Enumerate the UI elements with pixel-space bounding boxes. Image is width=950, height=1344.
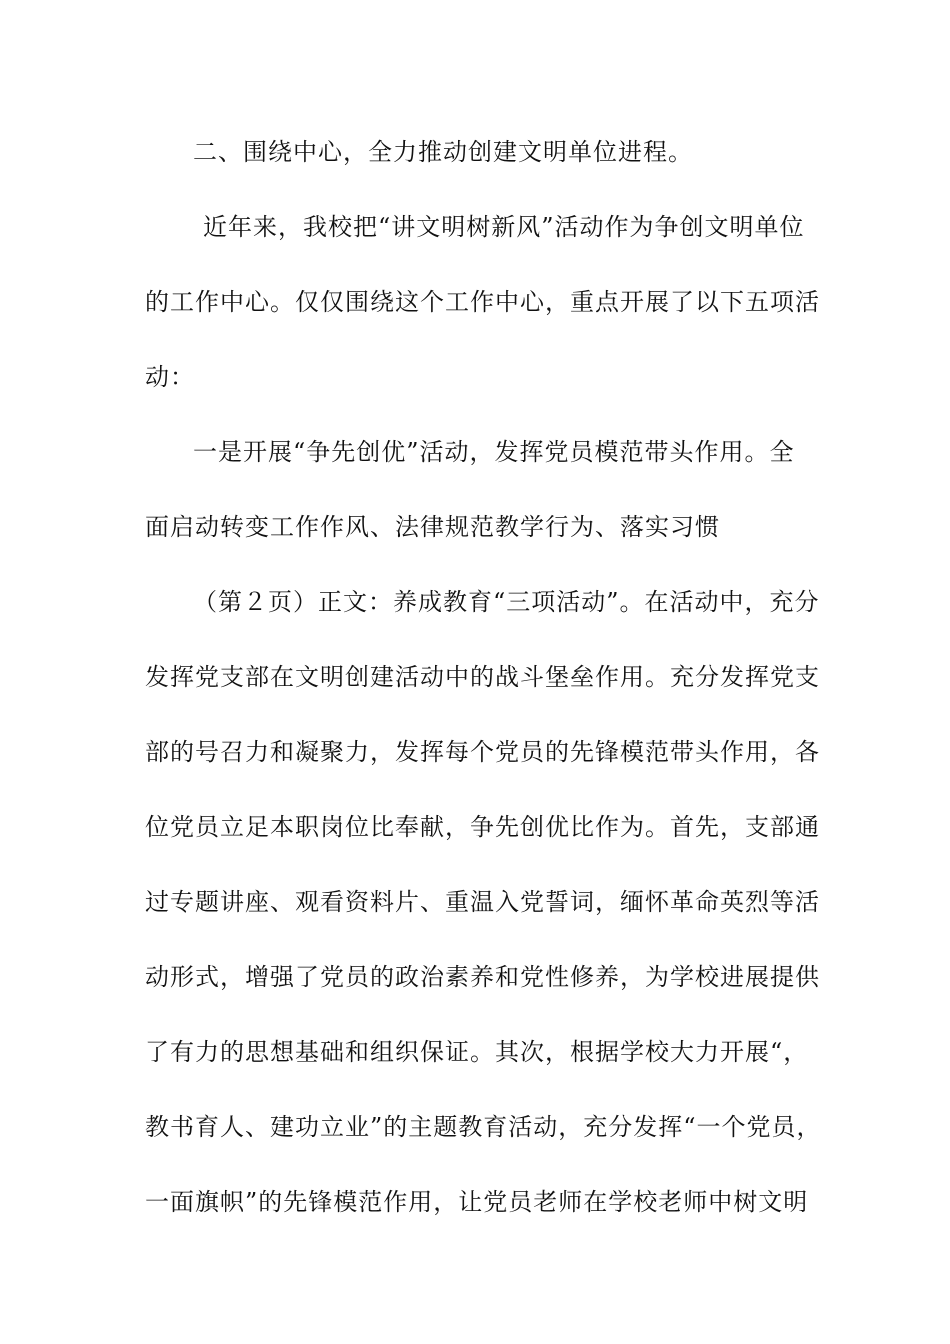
paragraph-line: 近年来，我校把“讲文明树新风”活动作为争创文明单位 bbox=[203, 213, 805, 241]
paragraph-line: 发挥党支部在文明创建活动中的战斗堡垒作用。充分发挥党支 bbox=[145, 663, 820, 691]
paragraph-line: 一面旗帜”的先锋模范作用，让党员老师在学校老师中树文明 bbox=[145, 1188, 809, 1216]
paragraph-line: 位党员立足本职岗位比奉献，争先创优比作为。首先，支部通 bbox=[145, 813, 820, 841]
paragraph-line: 面启动转变工作作风、法律规范教学行为、落实习惯 bbox=[145, 513, 720, 541]
paragraph-line: 教书育人、建功立业”的主题教育活动，充分发挥“一个党员， bbox=[145, 1113, 822, 1141]
section-heading: 二、围绕中心，全力推动创建文明单位进程。 bbox=[193, 138, 693, 166]
paragraph-line: 一是开展“争先创优”活动，发挥党员模范带头作用。全 bbox=[193, 438, 795, 466]
paragraph-line: 部的号召力和凝聚力，发挥每个党员的先锋模范带头作用，各 bbox=[145, 738, 820, 766]
paragraph-line: 的工作中心。仅仅围绕这个工作中心，重点开展了以下五项活 bbox=[145, 288, 820, 316]
paragraph-line: 动形式，增强了党员的政治素养和党性修养，为学校进展提供 bbox=[145, 963, 820, 991]
paragraph-line: 动： bbox=[145, 363, 195, 391]
paragraph-line: 过专题讲座、观看资料片、重温入党誓词，缅怀革命英烈等活 bbox=[145, 888, 820, 916]
paragraph-line: 了有力的思想基础和组织保证。其次，根据学校大力开展“， bbox=[145, 1038, 809, 1066]
paragraph-line: （第２页）正文：养成教育“三项活动”。在活动中，充分 bbox=[193, 588, 820, 616]
